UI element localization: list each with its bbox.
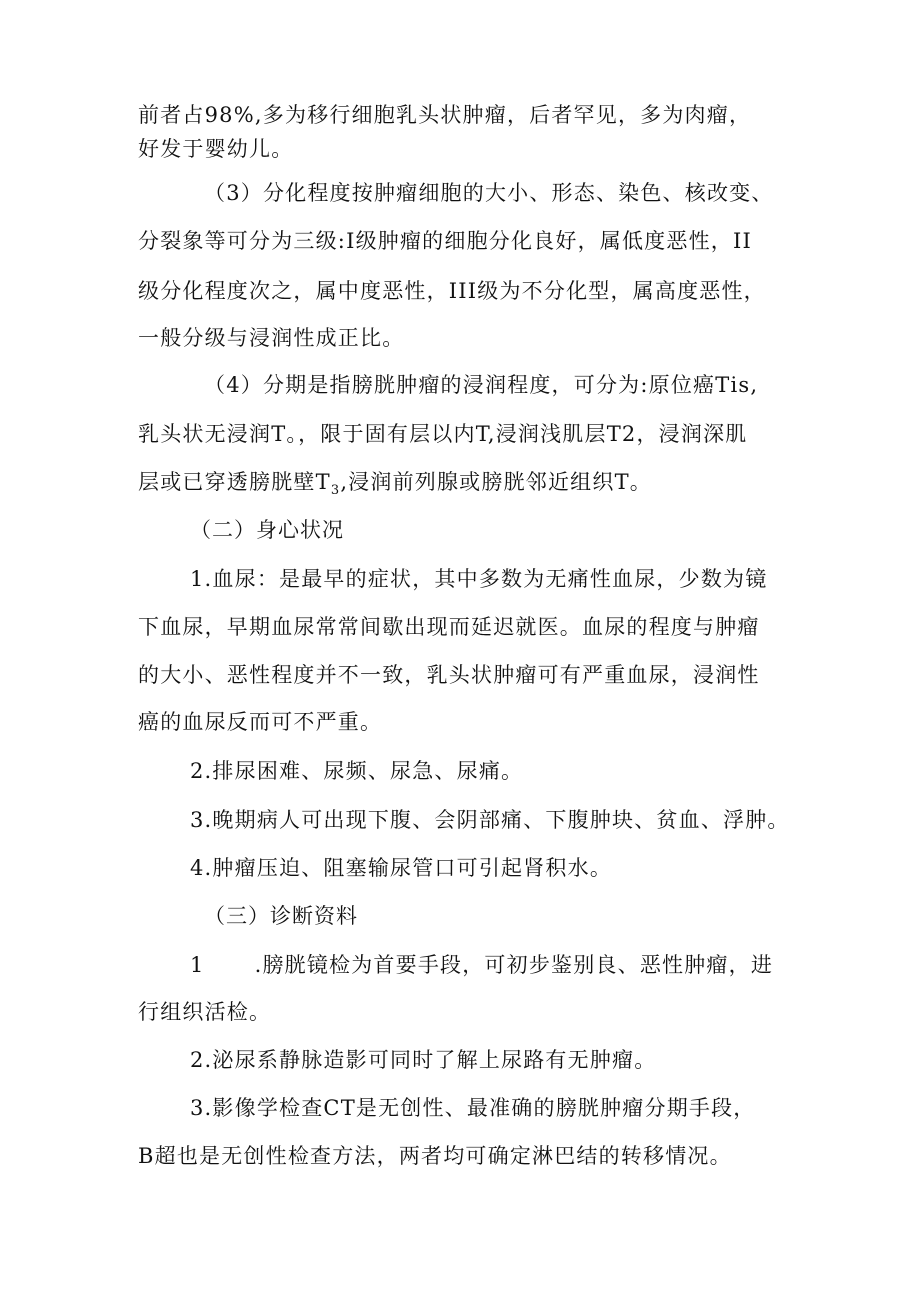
paragraph-line: 行组织活检。 bbox=[138, 1000, 272, 1024]
paragraph-line: 好发于婴幼儿。 bbox=[138, 137, 294, 161]
list-item: 2.泌尿系静脉造影可同时了解上尿路有无肿瘤。 bbox=[190, 1048, 657, 1072]
paragraph-line: （4）分期是指膀胱肿瘤的浸润程度，可分为:原位癌Tis, bbox=[204, 373, 759, 397]
paragraph-line: 的大小、恶性程度并不一致，乳头状肿瘤可有严重血尿，浸润性 bbox=[138, 663, 760, 687]
line-text: 层或已穿透膀胱壁 bbox=[138, 470, 316, 494]
paragraph-line: 前者占98%,多为移行细胞乳头状肿瘤，后者罕见，多为肉瘤， bbox=[138, 103, 752, 127]
line-text: .膀胱镜检为首要手段，可初步鉴别良、恶性肿瘤，进 bbox=[254, 953, 774, 977]
section-heading: （三）诊断资料 bbox=[204, 904, 358, 928]
list-item: 3.影像学检查CT是无创性、最准确的膀胱肿瘤分期手段， bbox=[190, 1096, 756, 1120]
paragraph-line: 下血尿，早期血尿常常间歇出现而延迟就医。血尿的程度与肿瘤 bbox=[138, 615, 760, 639]
list-item bbox=[190, 950, 880, 980]
line-text: ,浸润前列腺或膀胱邻近组织T。 bbox=[340, 470, 652, 494]
paragraph-line: 癌的血尿反而可不严重。 bbox=[138, 710, 383, 734]
paragraph-line: 1.血尿：是最早的症状，其中多数为无痛性血尿，少数为镜 bbox=[190, 567, 768, 591]
list-item: 3.晚期病人可出现下腹、会阴部痛、下腹肿块、贫血、浮肿。 bbox=[190, 808, 790, 832]
paragraph-line bbox=[138, 467, 828, 497]
paragraph-line: B超也是无创性检查方法，两者均可确定淋巴结的转移情况。 bbox=[138, 1144, 732, 1168]
paragraph-line: （3）分化程度按肿瘤细胞的大小、形态、染色、核改变、 bbox=[204, 181, 774, 205]
list-number: 1 bbox=[190, 953, 205, 977]
paragraph-line: 级分化程度次之，属中度恶性，III级为不分化型，属高度恶性， bbox=[138, 279, 766, 303]
list-item: 2.排尿困难、尿频、尿急、尿痛。 bbox=[190, 759, 524, 783]
list-item: 4.肿瘤压迫、阻塞输尿管口可引起肾积水。 bbox=[190, 856, 613, 880]
stage-subscript: 3 bbox=[330, 483, 341, 499]
paragraph-line: 分裂象等可分为三级:Ⅰ级肿瘤的细胞分化良好，属低度恶性，II bbox=[138, 229, 752, 253]
paragraph-line: 乳头状无浸润T。，限于固有层以内T,浸润浅肌层T2，浸润深肌 bbox=[138, 422, 748, 446]
stage-label: T bbox=[315, 470, 331, 494]
paragraph-line: 一般分级与浸润性成正比。 bbox=[138, 326, 405, 350]
section-heading: （二）身心状况 bbox=[190, 518, 344, 542]
